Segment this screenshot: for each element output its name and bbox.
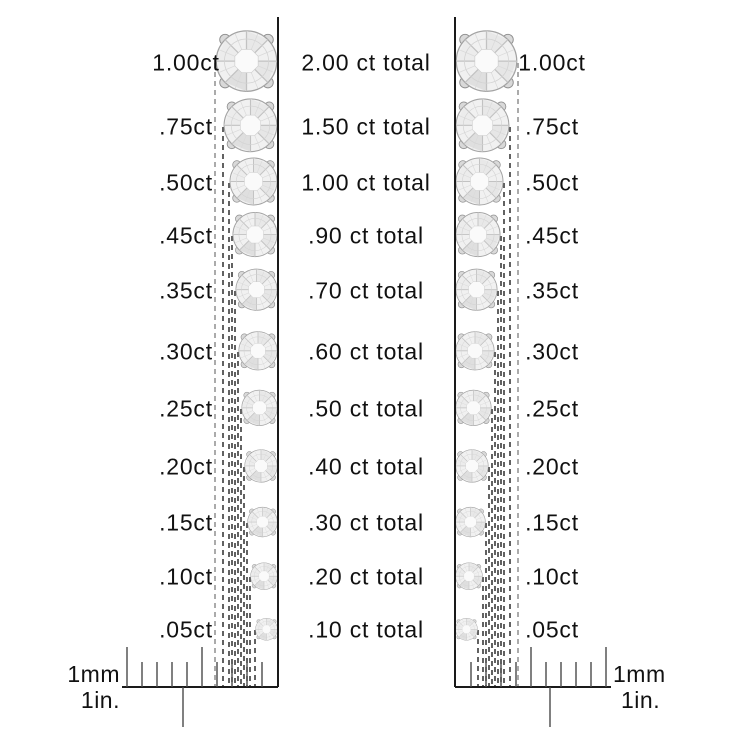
carat-label-left: .50ct bbox=[159, 169, 213, 196]
diamond-stud-right bbox=[456, 332, 494, 370]
carat-label-left: .05ct bbox=[159, 616, 213, 643]
total-carat-label: .20 ct total bbox=[308, 563, 424, 590]
total-carat-label: .90 ct total bbox=[308, 222, 424, 249]
diamond-stud-left bbox=[239, 332, 277, 370]
ruler-mm-label-right: 1mm bbox=[613, 661, 666, 687]
ruler-mm-label-left: 1mm bbox=[67, 661, 120, 687]
total-carat-label: .50 ct total bbox=[308, 395, 424, 422]
diamond-stud-left bbox=[242, 390, 278, 426]
diamond-stud-left bbox=[224, 99, 277, 152]
diamond-stud-left bbox=[236, 269, 277, 310]
carat-label-right: .45ct bbox=[525, 222, 579, 249]
diamond-stud-right bbox=[456, 507, 486, 537]
carat-label-left: 1.00ct bbox=[152, 49, 220, 76]
diamond-stud-right bbox=[456, 158, 503, 205]
carat-label-left: .75ct bbox=[159, 113, 213, 140]
carat-label-right: .75ct bbox=[525, 113, 579, 140]
ruler-inch-label-right: 1in. bbox=[621, 687, 661, 713]
total-carat-label: .30 ct total bbox=[308, 509, 424, 536]
diamond-stud-left bbox=[230, 158, 277, 205]
carat-label-right: .15ct bbox=[525, 509, 579, 536]
carat-label-right: .20ct bbox=[525, 453, 579, 480]
diamond-stud-left bbox=[255, 618, 277, 640]
carat-label-right: .30ct bbox=[525, 338, 579, 365]
diamond-stud-right bbox=[456, 269, 497, 310]
diamond-stud-right bbox=[456, 563, 483, 590]
carat-label-right: 1.00ct bbox=[518, 49, 586, 76]
carat-label-right: .25ct bbox=[525, 395, 579, 422]
diamond-stud-right bbox=[456, 212, 500, 256]
carat-label-left: .30ct bbox=[159, 338, 213, 365]
diamond-stud-right bbox=[456, 99, 509, 152]
diamond-stud-right bbox=[456, 390, 492, 426]
total-carat-label: .10 ct total bbox=[308, 616, 424, 643]
total-carat-label: 1.50 ct total bbox=[301, 113, 431, 140]
carat-label-right: .10ct bbox=[525, 563, 579, 590]
diamond-stud-right bbox=[456, 450, 489, 483]
carat-label-left: .25ct bbox=[159, 395, 213, 422]
carat-label-left: .45ct bbox=[159, 222, 213, 249]
diamond-stud-left bbox=[216, 31, 276, 91]
diamond-stud-right bbox=[456, 31, 516, 91]
carat-label-left: .15ct bbox=[159, 509, 213, 536]
diamond-stud-left bbox=[245, 450, 278, 483]
total-carat-label: .70 ct total bbox=[308, 277, 424, 304]
carat-label-left: .20ct bbox=[159, 453, 213, 480]
carat-label-left: .10ct bbox=[159, 563, 213, 590]
total-carat-label: 1.00 ct total bbox=[301, 169, 431, 196]
diamond-stud-right bbox=[455, 618, 477, 640]
diamond-stud-left bbox=[233, 212, 277, 256]
carat-label-left: .35ct bbox=[159, 277, 213, 304]
ruler-inch-label-left: 1in. bbox=[80, 687, 120, 713]
carat-label-right: .35ct bbox=[525, 277, 579, 304]
carat-label-right: .05ct bbox=[525, 616, 579, 643]
total-carat-label: 2.00 ct total bbox=[301, 49, 431, 76]
carat-label-right: .50ct bbox=[525, 169, 579, 196]
total-carat-label: .60 ct total bbox=[308, 338, 424, 365]
diamond-stud-left bbox=[248, 507, 278, 537]
diamond-stud-left bbox=[251, 563, 278, 590]
total-carat-label: .40 ct total bbox=[308, 453, 424, 480]
